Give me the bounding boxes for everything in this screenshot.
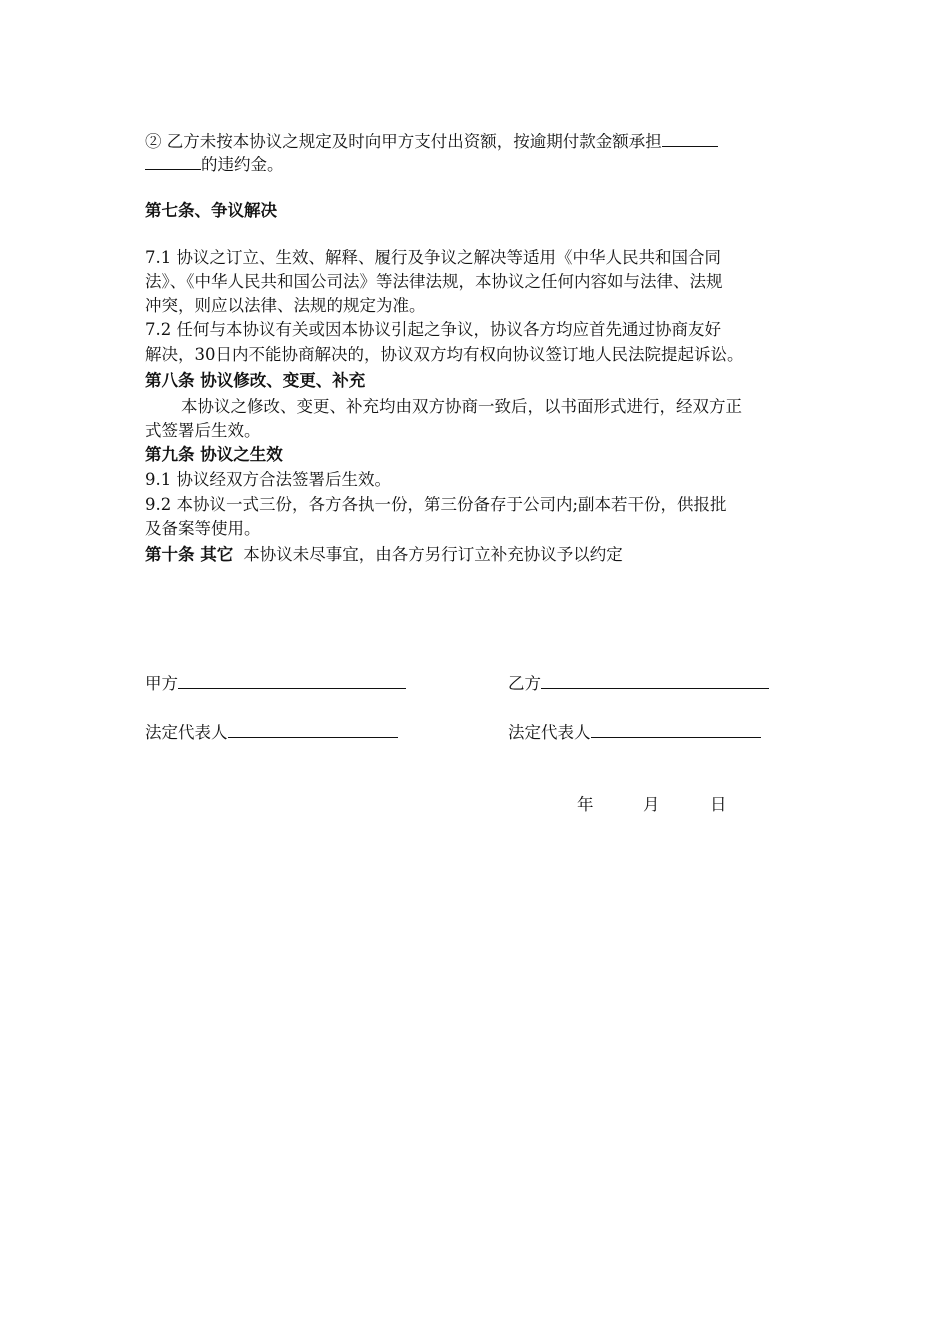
legal-rep-b-label: 法定代表人 <box>508 723 591 742</box>
penalty-blank-1 <box>662 130 718 147</box>
party-b-signature-line <box>541 670 769 689</box>
article-7-2-line-2: 解决，30日内不能协商解决的，协议双方均有权向协议签订地人民法院提起诉讼。 <box>145 345 744 364</box>
party-a-label: 甲方 <box>145 674 178 693</box>
clause-6-item-2-text: ② 乙方未按本协议之规定及时向甲方支付出资额，按逾期付款金额承担 <box>145 132 662 151</box>
penalty-blank-2 <box>145 153 201 170</box>
party-a-signature <box>145 670 406 695</box>
legal-rep-a-signature-line <box>228 719 398 738</box>
party-a-signature-line <box>178 670 406 689</box>
article-7-1-line-3: 冲突，则应以法律、法规的规定为准。 <box>145 296 426 315</box>
clause-6-item-2-line-2 <box>145 153 284 176</box>
clause-6-item-2-suffix: 的违约金。 <box>201 155 284 174</box>
article-8-line-1: 本协议之修改、变更、补充均由双方协商一致后，以书面形式进行，经双方正 <box>181 397 742 416</box>
article-7-title: 第七条、争议解决 <box>145 201 277 220</box>
date-year: 年 <box>577 795 594 814</box>
party-b-label: 乙方 <box>508 674 541 693</box>
party-b-signature <box>508 670 769 695</box>
article-10-text: 本协议未尽事宜，由各方另行订立补充协议予以约定 <box>243 545 623 564</box>
article-10-title: 第十条 其它 <box>145 545 234 564</box>
article-9-title: 第九条 协议之生效 <box>145 445 283 464</box>
legal-rep-a-label: 法定代表人 <box>145 723 228 742</box>
article-9-2-line-2: 及备案等使用。 <box>145 519 261 538</box>
article-9-1: 9.1 协议经双方合法签署后生效。 <box>145 470 391 489</box>
article-7-2-line-1: 7.2 任何与本协议有关或因本协议引起之争议，协议各方均应首先通过协商友好 <box>145 320 721 339</box>
article-9-2-line-1: 9.2 本协议一式三份，各方各执一份，第三份备存于公司内;副本若干份，供报批 <box>145 495 727 514</box>
date-month: 月 <box>643 795 660 814</box>
date-day: 日 <box>710 795 727 814</box>
article-8-line-2: 式签署后生效。 <box>145 421 261 440</box>
legal-rep-a-signature <box>145 719 398 744</box>
article-10 <box>145 544 623 566</box>
legal-rep-b-signature <box>508 719 761 744</box>
article-7-1-line-1: 7.1 协议之订立、生效、解释、履行及争议之解决等适用《中华人民共和国合同 <box>145 248 721 267</box>
clause-6-item-2-line-1 <box>145 130 718 153</box>
article-8-title: 第八条 协议修改、变更、补充 <box>145 371 366 390</box>
legal-rep-b-signature-line <box>591 719 761 738</box>
article-7-1-line-2: 法》、《中华人民共和国公司法》等法律法规，本协议之任何内容如与法律、法规 <box>145 272 723 291</box>
